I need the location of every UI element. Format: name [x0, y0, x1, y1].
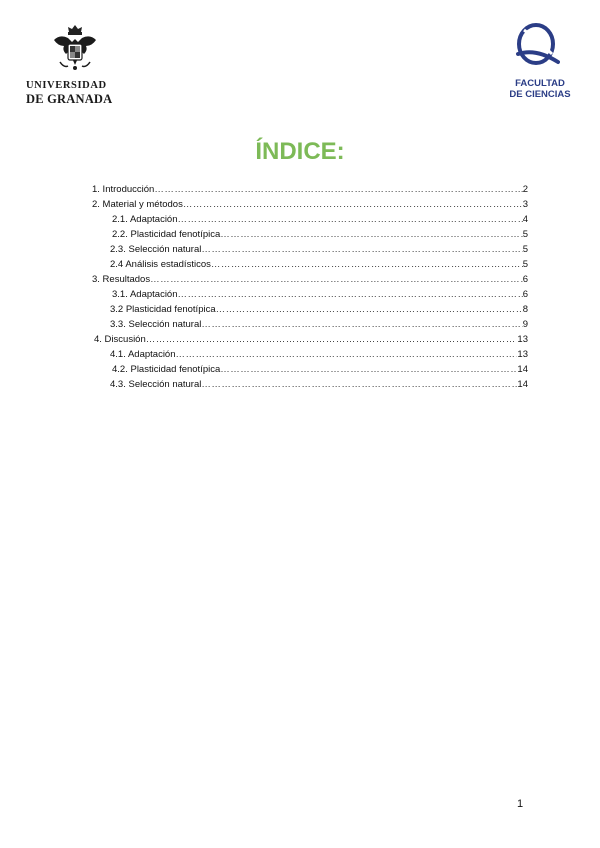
toc-entry-label: 3. Resultados — [92, 274, 151, 285]
toc-entry[interactable] — [92, 273, 528, 287]
toc-leader — [176, 348, 518, 362]
toc-entry-page: 4 — [522, 214, 528, 225]
toc-entry-page: 5 — [522, 244, 528, 255]
toc-entry[interactable] — [110, 243, 528, 257]
toc-leader — [220, 363, 517, 377]
toc-entry[interactable] — [112, 228, 528, 242]
toc-leader — [150, 273, 523, 287]
toc-entry-page: 5 — [522, 259, 528, 270]
toc-leader — [183, 198, 523, 212]
toc-entry-page: 13 — [517, 349, 528, 360]
toc-leader — [178, 213, 523, 227]
toc-entry[interactable] — [110, 378, 528, 392]
university-logo — [26, 22, 118, 108]
toc-entry-page: 8 — [522, 304, 528, 315]
toc-entry-label: 4.3. Selección natural — [110, 379, 202, 390]
toc-entry-label: 3.3. Selección natural — [110, 319, 202, 330]
toc-entry[interactable] — [110, 318, 528, 332]
toc-entry-page: 2 — [522, 184, 528, 195]
toc-leader — [220, 228, 522, 242]
index-title: ÍNDICE: — [255, 138, 345, 165]
toc-entry-page: 13 — [517, 334, 528, 345]
faculty-name — [500, 78, 580, 100]
toc-entry-label: 4. Discusión — [94, 334, 146, 345]
toc-entry-page: 6 — [522, 274, 528, 285]
toc-leader — [201, 378, 517, 392]
toc-entry-page: 3 — [522, 199, 528, 210]
toc-entry[interactable] — [110, 348, 528, 362]
toc-entry-label: 2.1. Adaptación — [112, 214, 178, 225]
university-name-line2: DE GRANADA — [26, 92, 113, 106]
page-number: 1 — [517, 798, 524, 810]
ugr-crest-icon — [52, 22, 98, 74]
toc-leader — [178, 288, 523, 302]
toc-entry-label: 2. Material y métodos — [92, 199, 183, 210]
toc-leader — [201, 318, 522, 332]
toc-entry[interactable] — [112, 213, 528, 227]
university-name — [26, 80, 118, 106]
faculty-name-line1: FACULTAD — [515, 78, 565, 89]
toc-entry[interactable] — [110, 303, 528, 317]
toc-entry-label: 4.2. Plasticidad fenotípica — [112, 364, 221, 375]
toc-entry-label: 2.2. Plasticidad fenotípica — [112, 229, 221, 240]
toc-entry[interactable] — [110, 258, 528, 272]
university-name-line1: UNIVERSIDAD — [26, 80, 107, 91]
toc-entry-label: 4.1. Adaptación — [110, 349, 176, 360]
faculty-name-line2: DE CIENCIAS — [509, 89, 571, 100]
toc-entry-label: 2.4 Análisis estadísticos — [110, 259, 211, 270]
toc-entry-page: 5 — [522, 229, 528, 240]
toc-leader — [201, 243, 522, 257]
toc-leader — [146, 333, 518, 347]
toc-entry-label: 3.2 Plasticidad fenotípica — [110, 304, 216, 315]
toc-entry-page: 14 — [517, 379, 528, 390]
toc-leader — [216, 303, 523, 317]
faculty-orbit-icon — [514, 22, 560, 72]
toc-entry[interactable] — [94, 333, 528, 347]
toc-entry[interactable] — [112, 363, 528, 377]
toc-entry-page: 9 — [522, 319, 528, 330]
toc-leader — [154, 183, 522, 197]
toc-entry[interactable] — [92, 198, 528, 212]
toc-entry-label: 2.3. Selección natural — [110, 244, 202, 255]
toc-entry-page: 14 — [517, 364, 528, 375]
faculty-logo — [500, 22, 590, 108]
toc-entry[interactable] — [112, 288, 528, 302]
toc-entry-label: 1. Introducción — [92, 184, 155, 195]
toc-entry-page: 6 — [522, 289, 528, 300]
toc-entry-label: 3.1. Adaptación — [112, 289, 178, 300]
toc-entry[interactable] — [92, 183, 528, 197]
toc-leader — [211, 258, 523, 272]
